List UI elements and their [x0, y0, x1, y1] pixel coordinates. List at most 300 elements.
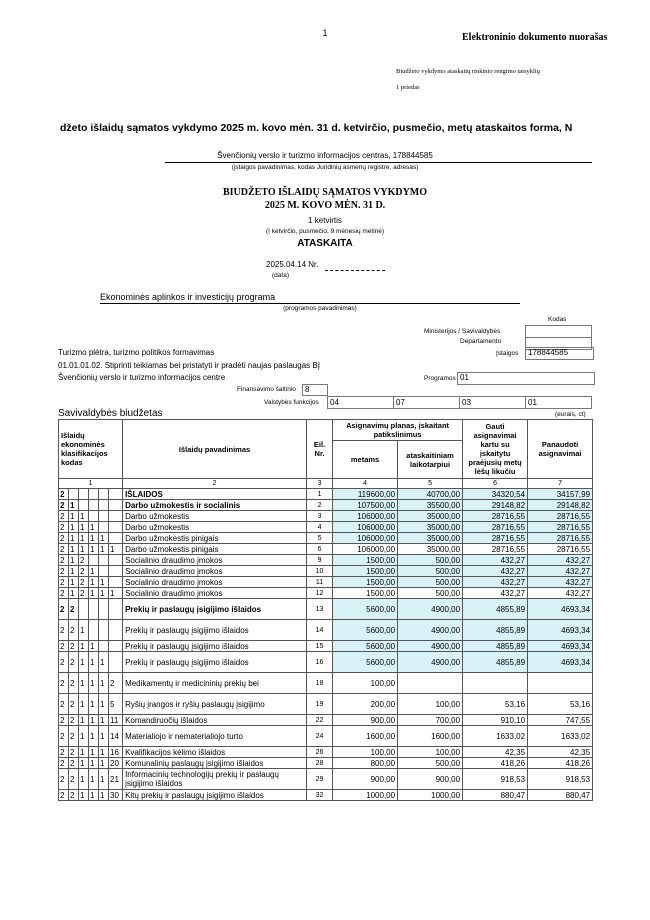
code-digit: 1	[89, 790, 99, 801]
value-metams: 200,00	[333, 694, 398, 715]
ministry-label: Ministerijos / Savivaldybės	[424, 328, 501, 335]
column-number: 7	[528, 479, 593, 489]
code-digit	[79, 599, 89, 620]
value-panaudoti: 42,35	[528, 747, 593, 758]
value-panaudoti: 4693,34	[528, 620, 593, 641]
table-row	[59, 769, 593, 790]
institution-name: Švenčionių verslo ir turizmo informacijos centras, 178844585	[217, 151, 433, 160]
value-metams: 1500,00	[333, 555, 398, 566]
code-digit: 16	[109, 747, 123, 758]
code-digit: 2	[69, 726, 79, 747]
code-digit: 1	[89, 747, 99, 758]
code-digit: 1	[99, 758, 109, 769]
code-digit: 1	[69, 544, 79, 555]
code-digit: 2	[59, 726, 69, 747]
date-caption: (data)	[272, 272, 289, 279]
code-digit: 2	[59, 758, 69, 769]
code-digit: 14	[109, 726, 123, 747]
code-digit: 2	[69, 715, 79, 726]
code-digit: 2	[69, 599, 79, 620]
code-digit: 1	[79, 533, 89, 544]
code-digit: 2	[69, 652, 79, 673]
code-digit: 1	[99, 533, 109, 544]
value-laikotarpiui: 4900,00	[398, 620, 463, 641]
row-number: 3	[307, 511, 333, 522]
table-row	[59, 694, 593, 715]
units-label: (eurais, ct)	[555, 411, 586, 418]
code-digit: 1	[69, 511, 79, 522]
value-panaudoti: 918,53	[528, 769, 593, 790]
code-digit: 2	[59, 522, 69, 533]
code-digit	[89, 511, 99, 522]
value-panaudoti: 432,27	[528, 588, 593, 599]
value-panaudoti: 28716,55	[528, 544, 593, 555]
value-metams: 107500,00	[333, 500, 398, 511]
value-gauti	[463, 673, 528, 694]
row-name: Kvalifikacijos kėlimo išlaidos	[123, 747, 307, 758]
value-panaudoti: 418,26	[528, 758, 593, 769]
table-row	[59, 489, 593, 500]
code-digit: 1	[79, 544, 89, 555]
code-digit: 1	[79, 758, 89, 769]
row-name: IŠLAIDOS	[123, 489, 307, 500]
value-laikotarpiui: 1000,00	[398, 790, 463, 801]
code-digit	[89, 489, 99, 500]
code-digit: 1	[99, 673, 109, 694]
code-digit: 2	[69, 747, 79, 758]
programos-label: Programos	[424, 375, 456, 382]
value-laikotarpiui: 35000,00	[398, 544, 463, 555]
row-number: 10	[307, 566, 333, 577]
row-number: 22	[307, 715, 333, 726]
code-digit	[109, 555, 123, 566]
code-digit: 1	[99, 577, 109, 588]
header-name: Išlaidų pavadinimas	[123, 420, 307, 479]
row-number: 4	[307, 522, 333, 533]
code-digit: 1	[79, 652, 89, 673]
value-panaudoti: 1633,02	[528, 726, 593, 747]
value-laikotarpiui: 500,00	[398, 566, 463, 577]
value-panaudoti: 432,27	[528, 577, 593, 588]
code-digit: 2	[59, 715, 69, 726]
column-number-row	[59, 479, 593, 489]
code-digit	[99, 620, 109, 641]
table-row	[59, 566, 593, 577]
code-digit: 2	[109, 673, 123, 694]
value-gauti: 4855,89	[463, 599, 528, 620]
row-number: 9	[307, 555, 333, 566]
table-row	[59, 715, 593, 726]
code-digit: 1	[69, 522, 79, 533]
code-digit: 1	[89, 544, 99, 555]
value-metams: 1600,00	[333, 726, 398, 747]
value-metams: 106000,00	[333, 544, 398, 555]
header-laikotarpiui: ataskaitiniam laikotarpiui	[398, 441, 463, 479]
value-metams: 1500,00	[333, 588, 398, 599]
code-digit	[109, 500, 123, 511]
value-laikotarpiui: 500,00	[398, 588, 463, 599]
signature-title: Elektroninio dokumento nuorašas	[462, 32, 608, 43]
code-digit	[109, 652, 123, 673]
code-digit: 2	[79, 577, 89, 588]
row-name: Informacinių technologijų prekių ir paslaugų įsigijimo išlaidos	[123, 769, 307, 790]
column-number: 2	[123, 479, 307, 489]
value-metams: 900,00	[333, 769, 398, 790]
code-digit	[89, 500, 99, 511]
value-laikotarpiui	[398, 673, 463, 694]
row-name: Prekių ir paslaugų įsigijimo išlaidos	[123, 641, 307, 652]
value-metams: 5600,00	[333, 620, 398, 641]
value-gauti: 432,27	[463, 588, 528, 599]
code-digit: 1	[69, 566, 79, 577]
header-plan-group: Asignavimų planas, įskaitant patikslinimus	[333, 420, 463, 441]
code-digit: 2	[69, 620, 79, 641]
code-digit: 1	[79, 673, 89, 694]
report-date	[266, 260, 319, 269]
value-gauti: 4855,89	[463, 652, 528, 673]
code-digit: 1	[89, 758, 99, 769]
code-digit	[109, 511, 123, 522]
code-digit: 21	[109, 769, 123, 790]
code-digit: 1	[69, 588, 79, 599]
table-row	[59, 726, 593, 747]
code-digit	[79, 489, 89, 500]
function-code: 03	[460, 397, 526, 409]
value-gauti: 918,53	[463, 769, 528, 790]
code-digit	[99, 522, 109, 533]
program-underline	[100, 303, 520, 304]
row-number: 5	[307, 533, 333, 544]
nr-underline	[325, 270, 385, 271]
value-laikotarpiui: 1600,00	[398, 726, 463, 747]
column-number: 4	[333, 479, 398, 489]
code-digit: 11	[109, 715, 123, 726]
code-digit	[99, 641, 109, 652]
value-laikotarpiui: 100,00	[398, 694, 463, 715]
row-name: Darbo užmokestis	[123, 511, 307, 522]
code-digit: 1	[89, 566, 99, 577]
value-gauti: 1633,02	[463, 726, 528, 747]
code-digit: 1	[79, 790, 89, 801]
date-value: 2025.04.14	[266, 260, 307, 269]
value-panaudoti: 28716,55	[528, 522, 593, 533]
code-digit: 2	[59, 652, 69, 673]
value-gauti: 432,27	[463, 577, 528, 588]
value-panaudoti: 4693,34	[528, 599, 593, 620]
code-digit: 2	[59, 511, 69, 522]
code-digit	[99, 599, 109, 620]
column-number: 3	[307, 479, 333, 489]
row-name: Medikamentų ir medicininių prekių bei	[123, 673, 307, 694]
code-digit: 1	[89, 522, 99, 533]
page-number: 1	[322, 28, 328, 38]
code-digit	[109, 641, 123, 652]
code-digit: 2	[69, 694, 79, 715]
row-number: 18	[307, 673, 333, 694]
column-number: 5	[398, 479, 463, 489]
value-gauti: 29148,82	[463, 500, 528, 511]
value-laikotarpiui: 35000,00	[398, 522, 463, 533]
row-name: Darbo užmokestis pinigais	[123, 533, 307, 544]
code-digit	[89, 555, 99, 566]
code-digit: 2	[59, 566, 69, 577]
code-digit: 2	[69, 758, 79, 769]
row-name: Prekių ir paslaugų įsigijimo išlaidos	[123, 620, 307, 641]
code-digit: 20	[109, 758, 123, 769]
table-row	[59, 533, 593, 544]
row-number: 26	[307, 747, 333, 758]
codes-kodas-label: Kodas	[548, 316, 567, 323]
ministry-code-box	[526, 326, 592, 338]
code-digit: 2	[79, 588, 89, 599]
row-name: Socialinio draudimo įmokos	[123, 555, 307, 566]
code-digit: 2	[59, 747, 69, 758]
code-digit: 2	[79, 555, 89, 566]
code-digit: 1	[89, 715, 99, 726]
value-gauti: 28716,55	[463, 522, 528, 533]
code-digit: 1	[89, 641, 99, 652]
header-code: Išlaidų ekonominės klasifikacijos kodas	[59, 420, 123, 479]
goal-line3: Švenčionių verslo ir turizmo informacijos centre	[58, 373, 226, 382]
row-name: Komandiruočių išlaidos	[123, 715, 307, 726]
code-digit: 1	[89, 652, 99, 673]
code-digit: 1	[89, 577, 99, 588]
value-metams: 1000,00	[333, 790, 398, 801]
code-digit	[109, 566, 123, 577]
report-word: ATASKAITA	[297, 238, 353, 249]
code-digit: 1	[79, 522, 89, 533]
row-name: Prekių ir paslaugų įsigijimo išlaidos	[123, 652, 307, 673]
code-digit: 2	[69, 673, 79, 694]
value-gauti: 432,27	[463, 566, 528, 577]
form-banner: džeto išlaidų sąmatos vykdymo 2025 m. kovo mėn. 31 d. ketvirčio, pusmečio, metų ataskaitos forma, N	[60, 122, 573, 134]
row-number: 6	[307, 544, 333, 555]
row-number: 28	[307, 758, 333, 769]
value-panaudoti: 4693,34	[528, 641, 593, 652]
code-digit	[69, 489, 79, 500]
value-laikotarpiui: 900,00	[398, 769, 463, 790]
value-metams: 5600,00	[333, 599, 398, 620]
value-gauti: 28716,55	[463, 544, 528, 555]
value-laikotarpiui: 700,00	[398, 715, 463, 726]
value-gauti: 4855,89	[463, 620, 528, 641]
row-name: Kitų prekių ir paslaugų įsigijimo išlaidos	[123, 790, 307, 801]
code-digit: 2	[59, 673, 69, 694]
value-metams: 900,00	[333, 715, 398, 726]
istaigos-label: Įstaigos	[496, 350, 519, 357]
code-digit: 2	[59, 599, 69, 620]
value-metams: 100,00	[333, 673, 398, 694]
row-name: Socialinio draudimo įmokos	[123, 577, 307, 588]
code-digit: 1	[79, 694, 89, 715]
value-panaudoti: 880,47	[528, 790, 593, 801]
code-digit	[109, 620, 123, 641]
code-digit: 1	[79, 769, 89, 790]
row-name: Socialinio draudimo įmokos	[123, 588, 307, 599]
code-digit: 1	[89, 673, 99, 694]
code-digit: 1	[89, 694, 99, 715]
value-laikotarpiui: 35000,00	[398, 533, 463, 544]
functions-label: Valstybės funkcijos	[264, 399, 319, 406]
code-digit: 2	[69, 769, 79, 790]
row-name: Prekių ir paslaugų įsigijimo išlaidos	[123, 599, 307, 620]
value-metams: 800,00	[333, 758, 398, 769]
code-digit: 2	[59, 533, 69, 544]
row-number: 32	[307, 790, 333, 801]
code-digit: 1	[109, 544, 123, 555]
istaigos-code: 178844585	[525, 347, 594, 360]
report-title-line2: 2025 M. KOVO MĖN. 31 D.	[264, 200, 386, 211]
row-number: 16	[307, 652, 333, 673]
financing-code: 8	[302, 384, 328, 396]
value-gauti: 418,26	[463, 758, 528, 769]
value-gauti: 53,16	[463, 694, 528, 715]
value-panaudoti: 28716,55	[528, 511, 593, 522]
table-row	[59, 500, 593, 511]
code-digit	[89, 620, 99, 641]
code-digit: 2	[59, 588, 69, 599]
code-digit	[89, 599, 99, 620]
budget-label: Savivaldybės biudžetas	[58, 408, 163, 419]
table-row	[59, 522, 593, 533]
header-panaudoti: Panaudoti asignavimai	[528, 420, 593, 479]
value-panaudoti: 28716,55	[528, 533, 593, 544]
row-name: Ryšių įrangos ir ryšių paslaugų įsigijimo	[123, 694, 307, 715]
table-row	[59, 588, 593, 599]
table-row	[59, 620, 593, 641]
code-digit: 1	[79, 726, 89, 747]
header-eil: Eil. Nr.	[307, 420, 333, 479]
institution-underline	[165, 162, 592, 163]
report-title-line1: BIUDŽETO IŠLAIDŲ SĄMATOS VYKDYMO	[222, 187, 428, 198]
row-name: Socialinio draudimo įmokos	[123, 566, 307, 577]
value-metams: 106000,00	[333, 533, 398, 544]
code-digit: 1	[89, 533, 99, 544]
code-digit: 1	[99, 769, 109, 790]
value-metams: 106000,00	[333, 522, 398, 533]
header-metams: metams	[333, 441, 398, 479]
code-digit: 1	[79, 715, 89, 726]
code-digit	[109, 599, 123, 620]
code-digit: 1	[109, 588, 123, 599]
column-number: 1	[59, 479, 123, 489]
code-digit: 1	[79, 747, 89, 758]
row-number: 15	[307, 641, 333, 652]
goal-line2: 01.01.01.02. Stiprinti teikiamas bei pristatyti ir pradėti naujas paslaugas BĮ	[58, 361, 320, 370]
value-panaudoti: 34157,99	[528, 489, 593, 500]
value-gauti: 34320,54	[463, 489, 528, 500]
row-number: 14	[307, 620, 333, 641]
value-laikotarpiui: 100,00	[398, 747, 463, 758]
value-metams: 106000,00	[333, 511, 398, 522]
value-panaudoti: 432,27	[528, 566, 593, 577]
code-digit: 2	[59, 790, 69, 801]
program-caption: (programos pavadinimas)	[283, 305, 357, 312]
table-row	[59, 790, 593, 801]
value-laikotarpiui: 40700,00	[398, 489, 463, 500]
value-panaudoti: 747,55	[528, 715, 593, 726]
code-digit: 1	[89, 588, 99, 599]
value-laikotarpiui: 500,00	[398, 758, 463, 769]
code-digit: 1	[69, 555, 79, 566]
code-digit: 2	[59, 489, 69, 500]
code-digit: 1	[79, 620, 89, 641]
value-gauti: 880,47	[463, 790, 528, 801]
code-digit: 2	[59, 500, 69, 511]
code-digit: 5	[109, 694, 123, 715]
table-row	[59, 758, 593, 769]
value-metams: 1500,00	[333, 566, 398, 577]
expenditure-table	[58, 419, 593, 801]
row-number: 19	[307, 694, 333, 715]
table-row	[59, 544, 593, 555]
row-number: 24	[307, 726, 333, 747]
code-digit: 1	[99, 652, 109, 673]
value-laikotarpiui: 4900,00	[398, 652, 463, 673]
value-laikotarpiui: 4900,00	[398, 641, 463, 652]
code-digit: 1	[89, 769, 99, 790]
code-digit: 2	[59, 555, 69, 566]
code-digit: 30	[109, 790, 123, 801]
code-digit	[109, 577, 123, 588]
code-digit: 1	[69, 533, 79, 544]
code-digit	[99, 511, 109, 522]
value-panaudoti: 4693,34	[528, 652, 593, 673]
function-code: 07	[394, 397, 460, 409]
table-row	[59, 555, 593, 566]
institution-caption: (įstaigos pavadinimas, kodas Juridinių asmenų registre, adresas)	[231, 164, 419, 171]
department-label: Departamento	[460, 338, 502, 345]
code-digit	[99, 489, 109, 500]
code-digit: 1	[99, 726, 109, 747]
code-digit	[99, 555, 109, 566]
code-digit: 1	[69, 500, 79, 511]
date-nr-label: Nr.	[308, 260, 319, 269]
functions-codes	[327, 396, 592, 409]
report-period: 1 ketvirtis	[308, 216, 342, 225]
row-number: 29	[307, 769, 333, 790]
code-digit: 1	[99, 588, 109, 599]
financing-label: Finansavimo šaltinio	[237, 386, 296, 393]
table-row	[59, 511, 593, 522]
table-header-row	[59, 420, 593, 441]
table-row	[59, 673, 593, 694]
value-metams: 119600,00	[333, 489, 398, 500]
table-row	[59, 747, 593, 758]
row-number: 13	[307, 599, 333, 620]
function-code: 04	[328, 397, 394, 409]
row-number: 11	[307, 577, 333, 588]
value-gauti: 910,10	[463, 715, 528, 726]
row-name: Darbo užmokestis	[123, 522, 307, 533]
code-digit: 2	[79, 566, 89, 577]
table-body	[59, 489, 593, 801]
annex-line2: 1 priedas	[396, 84, 420, 91]
header-gauti: Gauti asignavimai kartu su įskaitytu praėjusių metų lėšų likučiu	[463, 420, 528, 479]
code-digit	[79, 500, 89, 511]
value-metams: 100,00	[333, 747, 398, 758]
value-laikotarpiui: 4900,00	[398, 599, 463, 620]
code-digit	[109, 533, 123, 544]
code-digit: 2	[59, 769, 69, 790]
code-digit	[99, 566, 109, 577]
value-gauti: 28716,55	[463, 511, 528, 522]
code-digit: 1	[99, 715, 109, 726]
table-row	[59, 577, 593, 588]
annex-line1: Biudžeto vykdymo ataskaitų rinkinio rengimo taisyklių	[396, 68, 540, 75]
code-digit: 1	[79, 641, 89, 652]
row-name: Darbo užmokestis ir socialinis	[123, 500, 307, 511]
